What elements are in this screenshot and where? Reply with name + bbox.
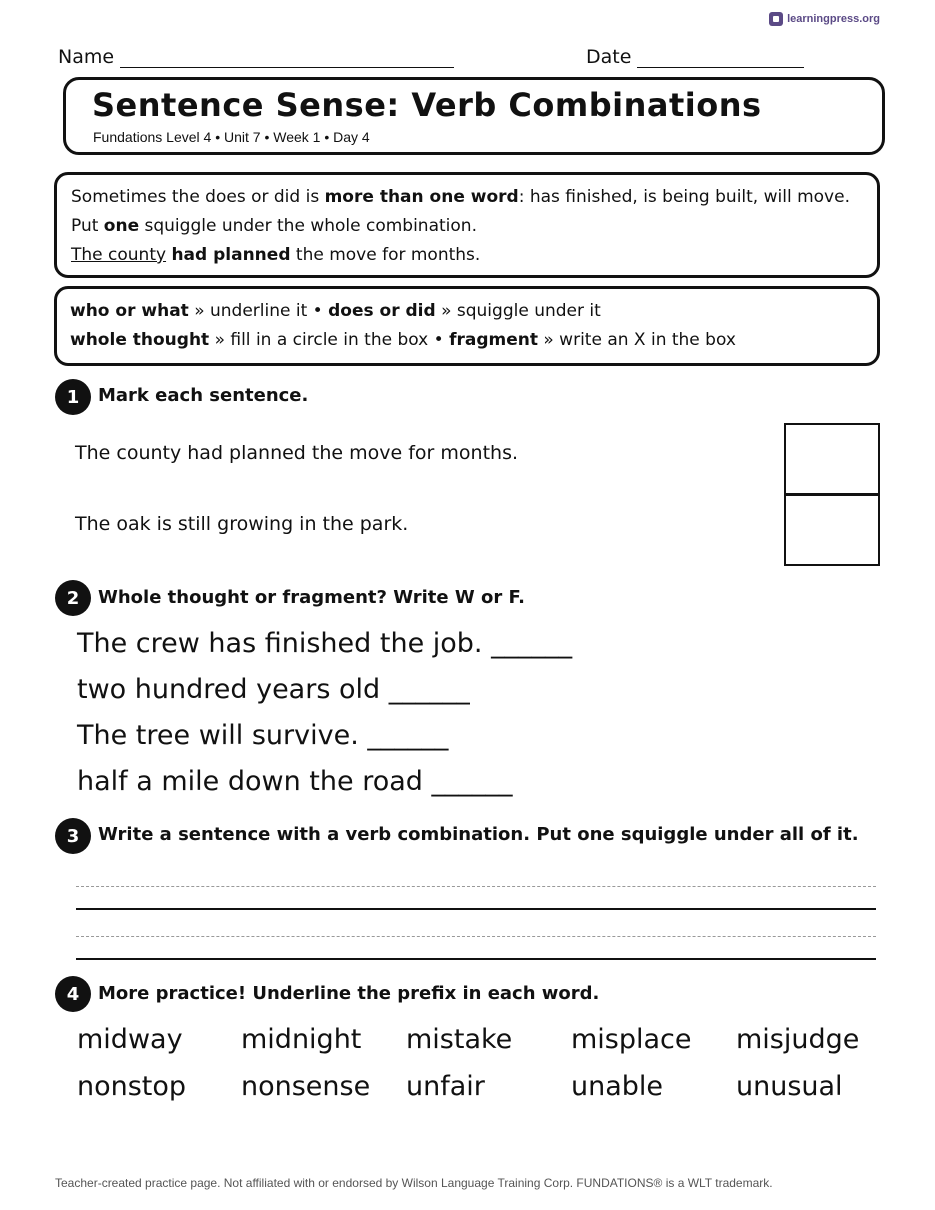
page-subtitle: Fundations Level 4 • Unit 7 • Week 1 • Day 4 xyxy=(93,129,370,145)
prefix-word: misplace xyxy=(571,1024,692,1055)
key-term: whole thought xyxy=(70,330,210,350)
example-subject: The county xyxy=(71,245,167,265)
intro-text: Put xyxy=(71,216,104,236)
key-rule: » squiggle under it xyxy=(435,301,601,321)
date-blank[interactable] xyxy=(637,49,804,68)
section-number: 1 xyxy=(55,379,91,415)
intro-bold: more than one word xyxy=(324,187,519,207)
intro-text: squiggle under the whole combination. xyxy=(139,216,477,236)
brand-text: learningpress.org xyxy=(787,13,880,25)
intro-line-1 xyxy=(71,183,863,212)
example-verb: had planned xyxy=(171,245,291,265)
intro-example xyxy=(71,241,863,270)
mark-sentence: The oak is still growing in the park. xyxy=(75,513,409,535)
key-rule: » write an X in the box xyxy=(537,330,736,350)
key-term: who or what xyxy=(70,301,189,321)
wf-item: two hundred years old ______ xyxy=(77,674,470,705)
section-heading: Mark each sentence. xyxy=(98,385,309,406)
key-term: does or did xyxy=(328,301,436,321)
prefix-word: nonsense xyxy=(241,1071,371,1102)
prefix-word: midnight xyxy=(241,1024,362,1055)
intro-text: Sometimes the does or did is xyxy=(71,187,325,207)
wf-item: half a mile down the road ______ xyxy=(77,766,513,797)
writing-line[interactable] xyxy=(76,908,876,910)
example-rest: the move for months. xyxy=(290,245,481,265)
section-heading: Whole thought or fragment? Write W or F. xyxy=(98,587,525,608)
prefix-word: misjudge xyxy=(736,1024,860,1055)
wf-item: The crew has finished the job. ______ xyxy=(77,628,573,659)
footer-disclaimer: Teacher-created practice page. Not affiliated with or endorsed by Wilson Language Training Corp. FUNDATIONS® is a WLT trademark. xyxy=(55,1176,773,1190)
writing-guide-dashed xyxy=(76,936,876,937)
key-box xyxy=(54,286,880,366)
name-field[interactable] xyxy=(58,46,454,68)
wf-item: The tree will survive. ______ xyxy=(77,720,449,751)
intro-line-2 xyxy=(71,212,863,241)
prefix-word: unfair xyxy=(406,1071,485,1102)
writing-guide-dashed xyxy=(76,886,876,887)
section-heading: Write a sentence with a verb combination. Put one squiggle under all of it. xyxy=(98,824,859,845)
answer-box[interactable] xyxy=(784,423,880,495)
key-rule: » underline it • xyxy=(188,301,329,321)
section-number: 4 xyxy=(55,976,91,1012)
key-term: fragment xyxy=(449,330,538,350)
date-label: Date xyxy=(586,46,632,68)
book-icon xyxy=(769,12,783,26)
prefix-word: mistake xyxy=(406,1024,513,1055)
page-title: Sentence Sense: Verb Combinations xyxy=(92,86,762,124)
date-field[interactable] xyxy=(586,46,804,68)
mark-sentence: The county had planned the move for months. xyxy=(75,442,519,464)
name-blank[interactable] xyxy=(120,49,454,68)
brand-logo[interactable] xyxy=(769,12,880,26)
writing-line[interactable] xyxy=(76,958,876,960)
section-heading: More practice! Underline the prefix in each word. xyxy=(98,983,600,1004)
prefix-word: midway xyxy=(77,1024,183,1055)
key-rule: » fill in a circle in the box • xyxy=(209,330,450,350)
intro-text: : has finished, is being built, will move. xyxy=(518,187,850,207)
intro-bold: one xyxy=(103,216,140,236)
section-number: 2 xyxy=(55,580,91,616)
prefix-word: unusual xyxy=(736,1071,843,1102)
prefix-word: unable xyxy=(571,1071,664,1102)
key-line-1 xyxy=(70,297,864,326)
intro-box xyxy=(54,172,880,278)
answer-box[interactable] xyxy=(784,494,880,566)
prefix-word: nonstop xyxy=(77,1071,187,1102)
key-line-2 xyxy=(70,326,864,355)
section-number: 3 xyxy=(55,818,91,854)
name-label: Name xyxy=(58,46,115,68)
